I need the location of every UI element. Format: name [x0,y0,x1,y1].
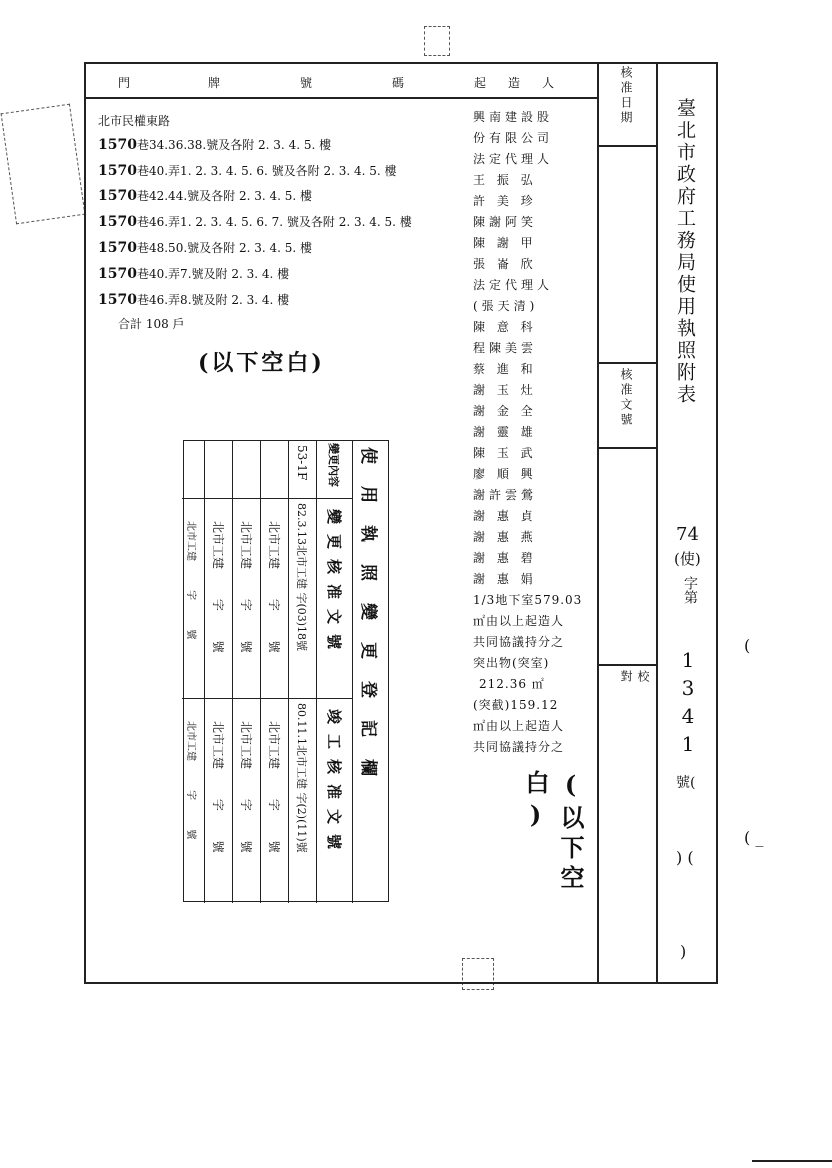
builder-line: 共同協議持分之 [473,740,565,754]
label-approval-doc: 核准文號 [619,368,633,428]
side-divider-2 [656,62,658,984]
builder-line: 陳 謝 甲 [473,236,537,250]
header-change-content: 變更內容 [317,441,352,499]
document-title: 臺北市政府工務局使用執照附表 [674,98,696,406]
builder-line: 陳謝阿笑 [473,215,538,229]
side-line-4 [597,664,657,666]
address-text: 巷34.36.38.號及各附 2. 3. 4. 5. 樓 [136,138,332,152]
cell-change-approval: 北市工建 字 號 [182,499,204,699]
builder-line: 興南建設股 [473,110,554,124]
table-row [288,441,316,903]
side-line-1 [597,145,657,147]
permit-digits: 1341 [676,648,700,760]
table-header-row [316,441,352,903]
cell-change-approval: 北市工建 字 號 [233,499,260,699]
label-approval-date: 核准日期 [619,66,633,126]
address-line [98,239,312,256]
table-row [182,441,204,903]
side-line-3 [597,447,657,449]
header-change-approval: 變更核准文號 [317,499,352,699]
header-col-start: 起 [474,76,488,90]
lane-number: 1570 [98,266,137,282]
address-line [98,136,331,153]
builder-line: 份有限公司 [473,131,554,145]
header-col-door: 門 [118,76,132,90]
builders-list [473,108,597,759]
table-title: 使用執照變更登記欄 [358,447,378,798]
builder-line: 王 振 弘 [473,173,537,187]
builder-line: 謝 惠 娟 [473,572,537,586]
address-street: 北市民權東路 [98,114,171,128]
cell-change-approval: 82.3.13北市工建 字(03)18號 [289,499,316,699]
cell-completion-approval: 北市工建 字 號 [267,721,281,853]
address-text: 巷46.弄1. 2. 3. 4. 5. 6. 7. 號及各附 2. 3. 4. 5. 樓 [136,215,412,229]
lane-number: 1570 [98,214,137,230]
lane-number: 1570 [98,240,137,256]
builder-line: 陳 玉 武 [473,446,537,460]
builder-line: 謝 惠 燕 [473,530,537,544]
builder-line: 212.36 ㎡ [479,677,545,691]
builder-line: 廖 順 興 [473,467,537,481]
address-total: 合計 108 戶 [118,317,185,331]
builder-line: 1/3地下室579.03 [473,593,583,607]
address-line [98,291,289,308]
cell-completion-approval: 北市工建 字 號 [211,721,225,853]
address-text: 巷46.弄8.號及附 2. 3. 4. 樓 [136,293,290,307]
builder-line: 謝 惠 碧 [473,551,537,565]
builder-line: 蔡 進 和 [473,362,537,376]
permit-year: 74 [676,524,699,545]
permit-type: (使) [674,550,701,568]
label-proofread: 校對 [619,670,650,712]
corner-stamp-left [1,104,86,225]
builder-line: 謝 惠 貞 [473,509,537,523]
blank-note: (以下空白) [198,350,325,376]
builder-line: 謝 靈 雄 [473,425,537,439]
header-col-code: 碼 [392,76,406,90]
cell-change-content [261,441,288,499]
header-col-person: 人 [542,76,556,90]
cell-change-approval: 北市工建 字 號 [261,499,288,699]
header-col-build: 造 [508,76,522,90]
blank-note-vertical: (以下空白) [521,770,585,895]
address-text: 巷48.50.號及各附 2. 3. 4. 5. 樓 [136,241,313,255]
address-text: 巷40.弄7.號及附 2. 3. 4. 樓 [136,267,290,281]
lane-number: 1570 [98,163,137,179]
builder-line: ㎡由以上起造人 [473,719,565,733]
builder-line: 謝 金 全 [473,404,537,418]
builder-line: 張 崙 欣 [473,257,537,271]
builder-line: 共同協議持分之 [473,635,565,649]
header-col-plate: 牌 [208,76,222,90]
footer-rule [752,1160,832,1162]
header-col-number: 號 [300,76,314,90]
address-text: 巷42.44.號及各附 2. 3. 4. 5. 樓 [136,189,313,203]
table-title-row [352,441,388,903]
table-row [260,441,288,903]
paren-mark: ) [680,942,687,961]
margin-paren: ( _ [744,828,764,847]
address-text: 巷40.弄1. 2. 3. 4. 5. 6. 號及各附 2. 3. 4. 5. 樓 [136,164,397,178]
side-line-2 [597,362,657,364]
permit-suffix: 號( [676,775,696,791]
address-line [98,213,412,230]
cell-change-content: 53-1F [289,441,316,499]
builder-line: 謝許雲鶯 [473,488,538,502]
table-row [232,441,260,903]
builder-line: 突出物(突室) [473,656,550,670]
cell-change-content [233,441,260,499]
permit-char: 字第 [682,576,698,604]
builder-line: 許 美 珍 [473,194,537,208]
paren-mark: ) ( [676,848,694,867]
side-divider-1 [597,62,599,984]
builder-line: 程陳美雲 [473,341,538,355]
margin-paren: ( [744,636,751,655]
top-stamp [424,26,450,56]
lane-number: 1570 [98,188,137,204]
builder-line: 法定代理人 [473,152,554,166]
address-line [98,187,312,204]
address-line [98,265,289,282]
lane-number: 1570 [98,137,137,153]
cell-change-content [182,441,204,499]
cell-completion-approval: 80.11.1北市工建 字(2)(11)號 [295,703,309,853]
cell-completion-approval: 北市工建 字 號 [185,721,197,840]
header-divider [86,97,598,99]
builder-line: 法定代理人 [473,278,554,292]
cell-change-approval: 北市工建 字 號 [205,499,232,699]
builder-line: (張天清) [473,299,539,313]
builder-line: 謝 玉 灶 [473,383,537,397]
lane-number: 1570 [98,292,137,308]
builder-line: 陳 意 科 [473,320,537,334]
address-line [98,162,397,179]
cell-completion-approval: 北市工建 字 號 [239,721,253,853]
change-registration-table [183,440,389,902]
header-completion-approval: 竣工核准文號 [325,709,343,860]
cell-change-content [205,441,232,499]
builder-line: (突截)159.12 [473,698,559,712]
table-row [204,441,232,903]
builder-line: ㎡由以上起造人 [473,614,565,628]
table-body [183,440,389,902]
